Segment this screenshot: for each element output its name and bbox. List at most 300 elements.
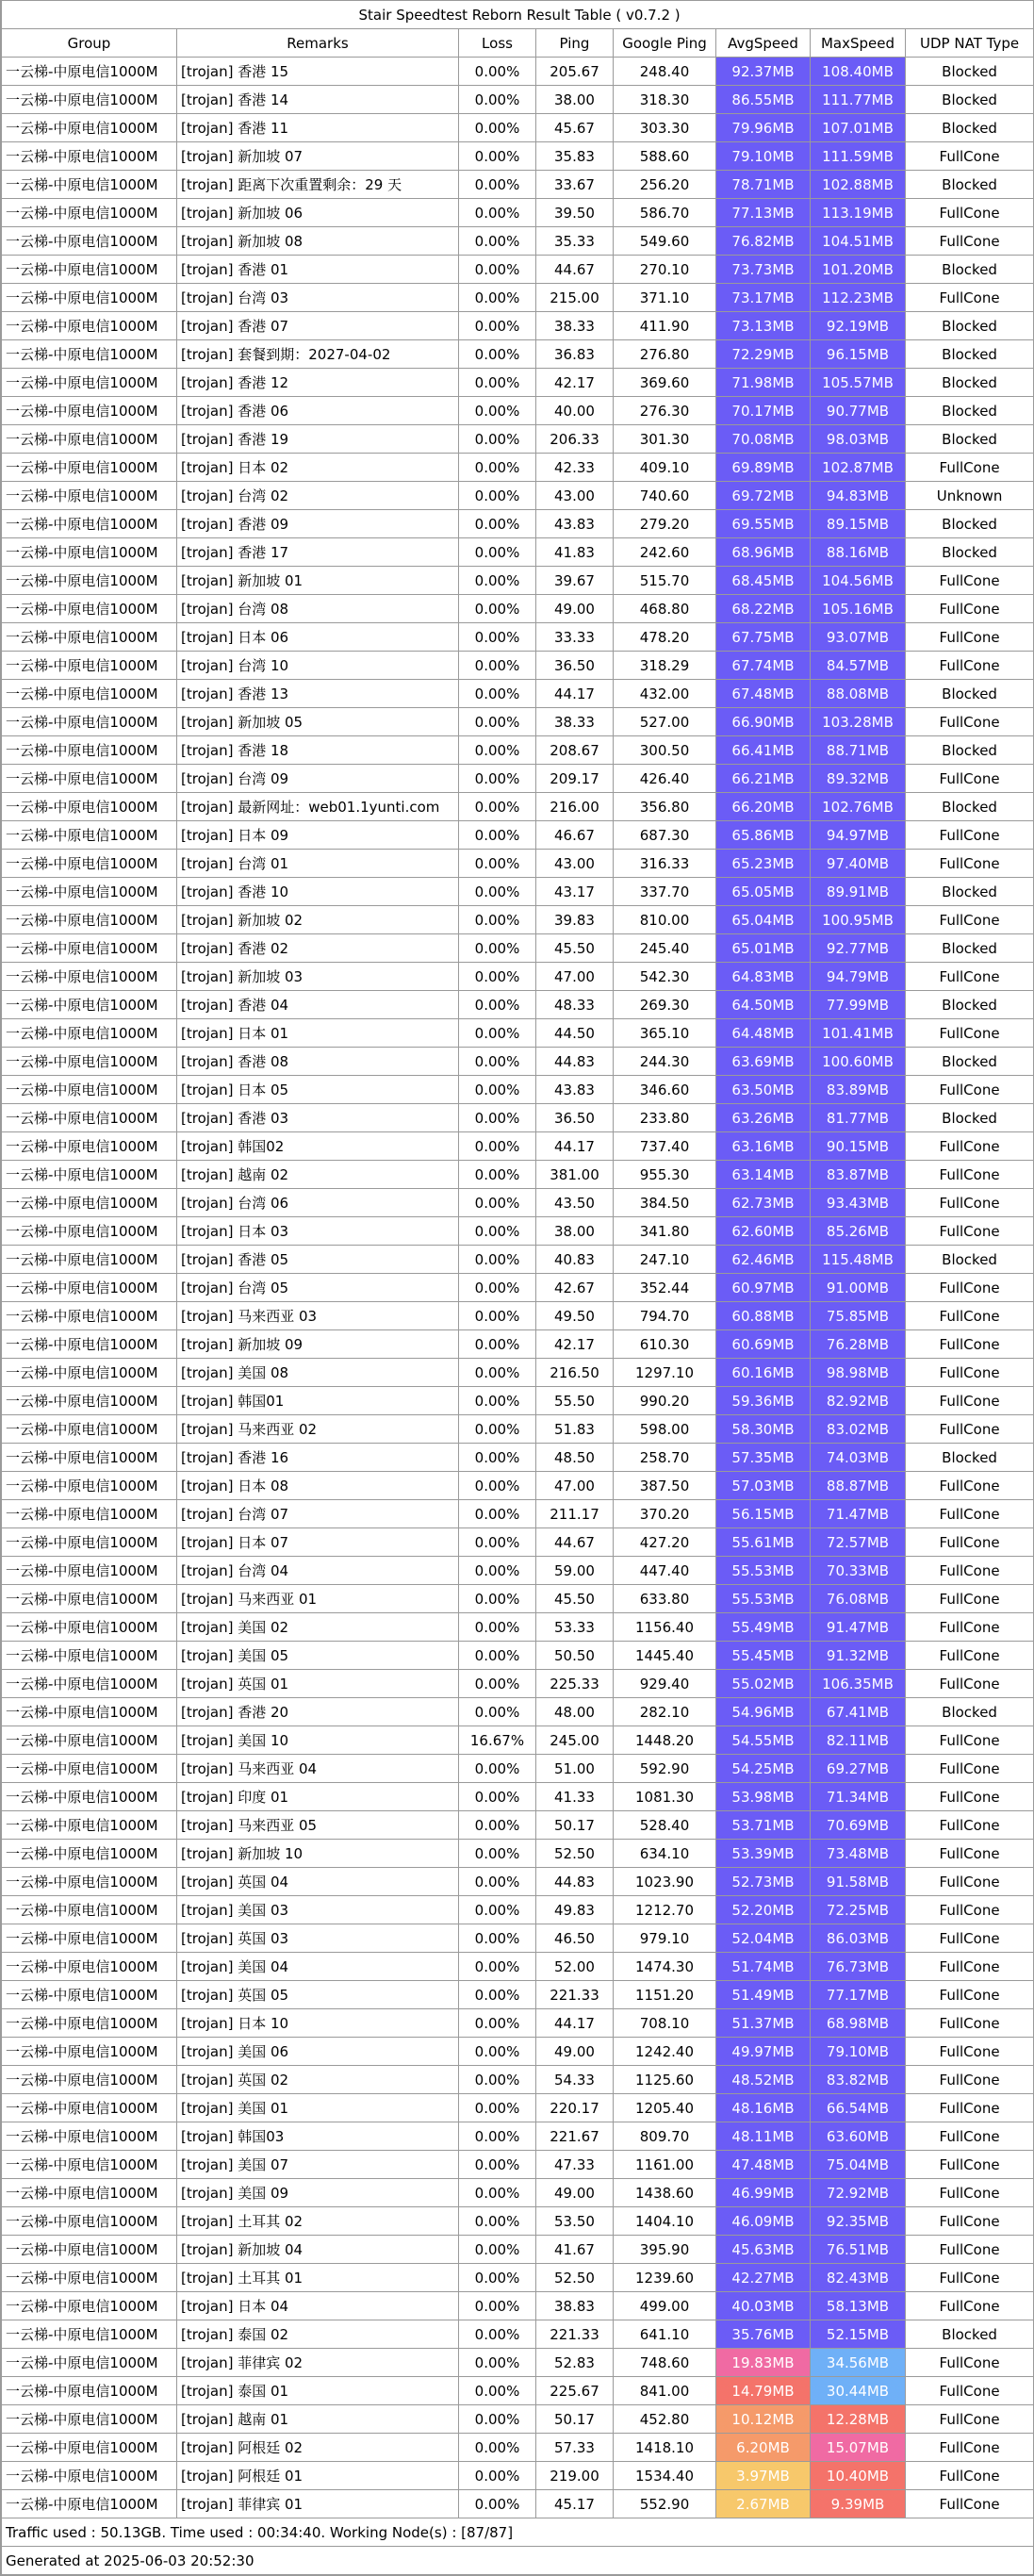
cell-max-speed: 58.13MB <box>811 2292 906 2320</box>
cell-nat-type: FullCone <box>906 1953 1034 1981</box>
cell-google-ping: 1161.00 <box>614 2151 716 2179</box>
cell-nat-type: FullCone <box>906 284 1034 312</box>
cell-ping: 381.00 <box>536 1161 614 1189</box>
cell-avg-speed: 63.69MB <box>716 1048 811 1076</box>
header-loss: Loss <box>459 29 536 58</box>
cell-nat-type: FullCone <box>906 821 1034 850</box>
cell-loss: 0.00% <box>459 1387 536 1415</box>
cell-remarks: [trojan] 台湾 08 <box>177 595 459 623</box>
cell-group: 一云梯-中原电信1000M <box>2 142 177 171</box>
table-row <box>2 397 1034 425</box>
cell-max-speed: 72.57MB <box>811 1528 906 1557</box>
cell-google-ping: 318.29 <box>614 652 716 680</box>
cell-remarks: [trojan] 香港 19 <box>177 425 459 454</box>
cell-remarks: [trojan] 香港 17 <box>177 538 459 567</box>
cell-google-ping: 1445.40 <box>614 1642 716 1670</box>
cell-loss: 0.00% <box>459 850 536 878</box>
cell-nat-type: FullCone <box>906 454 1034 482</box>
cell-google-ping: 452.80 <box>614 2405 716 2434</box>
cell-ping: 38.33 <box>536 312 614 340</box>
cell-nat-type: Unknown <box>906 482 1034 510</box>
cell-google-ping: 794.70 <box>614 1302 716 1330</box>
cell-group: 一云梯-中原电信1000M <box>2 821 177 850</box>
cell-group: 一云梯-中原电信1000M <box>2 1868 177 1896</box>
cell-group: 一云梯-中原电信1000M <box>2 312 177 340</box>
cell-remarks: [trojan] 印度 01 <box>177 1783 459 1811</box>
cell-max-speed: 103.28MB <box>811 708 906 736</box>
cell-max-speed: 83.87MB <box>811 1161 906 1189</box>
cell-loss: 0.00% <box>459 1840 536 1868</box>
cell-ping: 59.00 <box>536 1557 614 1585</box>
cell-remarks: [trojan] 菲律宾 02 <box>177 2349 459 2377</box>
cell-ping: 43.00 <box>536 482 614 510</box>
cell-ping: 209.17 <box>536 765 614 793</box>
cell-ping: 53.50 <box>536 2207 614 2236</box>
cell-group: 一云梯-中原电信1000M <box>2 86 177 114</box>
cell-max-speed: 71.47MB <box>811 1500 906 1528</box>
table-row <box>2 1924 1034 1953</box>
cell-remarks: [trojan] 日本 07 <box>177 1528 459 1557</box>
cell-remarks: [trojan] 英国 04 <box>177 1868 459 1896</box>
table-row <box>2 1642 1034 1670</box>
cell-ping: 39.67 <box>536 567 614 595</box>
cell-ping: 225.33 <box>536 1670 614 1698</box>
cell-group: 一云梯-中原电信1000M <box>2 2264 177 2292</box>
cell-loss: 0.00% <box>459 142 536 171</box>
cell-max-speed: 94.97MB <box>811 821 906 850</box>
cell-nat-type: FullCone <box>906 1132 1034 1161</box>
cell-loss: 0.00% <box>459 1896 536 1924</box>
cell-max-speed: 79.10MB <box>811 2038 906 2066</box>
cell-remarks: [trojan] 最新网址：web01.1yunti.com <box>177 793 459 821</box>
cell-loss: 0.00% <box>459 1104 536 1132</box>
cell-google-ping: 542.30 <box>614 963 716 991</box>
table-row <box>2 1189 1034 1217</box>
cell-group: 一云梯-中原电信1000M <box>2 1132 177 1161</box>
cell-google-ping: 1297.10 <box>614 1359 716 1387</box>
cell-nat-type: Blocked <box>906 2320 1034 2349</box>
cell-google-ping: 1239.60 <box>614 2264 716 2292</box>
cell-ping: 46.67 <box>536 821 614 850</box>
cell-google-ping: 233.80 <box>614 1104 716 1132</box>
cell-avg-speed: 66.41MB <box>716 736 811 765</box>
cell-loss: 16.67% <box>459 1726 536 1755</box>
cell-google-ping: 247.10 <box>614 1246 716 1274</box>
cell-avg-speed: 70.17MB <box>716 397 811 425</box>
cell-max-speed: 111.59MB <box>811 142 906 171</box>
cell-google-ping: 337.70 <box>614 878 716 906</box>
table-row <box>2 2490 1034 2518</box>
cell-max-speed: 113.19MB <box>811 199 906 227</box>
cell-remarks: [trojan] 新加坡 05 <box>177 708 459 736</box>
table-row <box>2 86 1034 114</box>
cell-remarks: [trojan] 新加坡 04 <box>177 2236 459 2264</box>
table-row <box>2 256 1034 284</box>
cell-loss: 0.00% <box>459 2349 536 2377</box>
cell-avg-speed: 54.96MB <box>716 1698 811 1726</box>
cell-group: 一云梯-中原电信1000M <box>2 1274 177 1302</box>
cell-max-speed: 85.26MB <box>811 1217 906 1246</box>
cell-ping: 44.67 <box>536 256 614 284</box>
cell-google-ping: 1404.10 <box>614 2207 716 2236</box>
cell-avg-speed: 40.03MB <box>716 2292 811 2320</box>
table-row <box>2 736 1034 765</box>
cell-avg-speed: 49.97MB <box>716 2038 811 2066</box>
table-row <box>2 227 1034 256</box>
cell-avg-speed: 69.72MB <box>716 482 811 510</box>
cell-group: 一云梯-中原电信1000M <box>2 114 177 142</box>
table-row <box>2 2292 1034 2320</box>
cell-remarks: [trojan] 香港 08 <box>177 1048 459 1076</box>
cell-google-ping: 610.30 <box>614 1330 716 1359</box>
cell-loss: 0.00% <box>459 1557 536 1585</box>
cell-avg-speed: 64.50MB <box>716 991 811 1019</box>
cell-group: 一云梯-中原电信1000M <box>2 2066 177 2094</box>
cell-remarks: [trojan] 美国 08 <box>177 1359 459 1387</box>
cell-max-speed: 67.41MB <box>811 1698 906 1726</box>
cell-nat-type: FullCone <box>906 1613 1034 1642</box>
table-row <box>2 991 1034 1019</box>
table-row <box>2 963 1034 991</box>
cell-remarks: [trojan] 阿根廷 02 <box>177 2434 459 2462</box>
cell-nat-type: FullCone <box>906 2207 1034 2236</box>
cell-avg-speed: 57.35MB <box>716 1444 811 1472</box>
cell-group: 一云梯-中原电信1000M <box>2 227 177 256</box>
cell-ping: 36.83 <box>536 340 614 369</box>
cell-remarks: [trojan] 距离下次重置剩余：29 天 <box>177 171 459 199</box>
cell-avg-speed: 46.99MB <box>716 2179 811 2207</box>
cell-loss: 0.00% <box>459 1528 536 1557</box>
cell-nat-type: FullCone <box>906 850 1034 878</box>
cell-remarks: [trojan] 台湾 09 <box>177 765 459 793</box>
cell-google-ping: 1023.90 <box>614 1868 716 1896</box>
cell-google-ping: 365.10 <box>614 1019 716 1048</box>
cell-nat-type: FullCone <box>906 1274 1034 1302</box>
cell-ping: 35.33 <box>536 227 614 256</box>
cell-max-speed: 106.35MB <box>811 1670 906 1698</box>
cell-google-ping: 809.70 <box>614 2122 716 2151</box>
cell-group: 一云梯-中原电信1000M <box>2 906 177 934</box>
cell-google-ping: 409.10 <box>614 454 716 482</box>
cell-group: 一云梯-中原电信1000M <box>2 1217 177 1246</box>
cell-avg-speed: 53.39MB <box>716 1840 811 1868</box>
cell-google-ping: 841.00 <box>614 2377 716 2405</box>
cell-max-speed: 69.27MB <box>811 1755 906 1783</box>
cell-avg-speed: 65.04MB <box>716 906 811 934</box>
cell-nat-type: Blocked <box>906 425 1034 454</box>
cell-avg-speed: 64.48MB <box>716 1019 811 1048</box>
cell-google-ping: 258.70 <box>614 1444 716 1472</box>
cell-nat-type: FullCone <box>906 1415 1034 1444</box>
cell-remarks: [trojan] 马来西亚 05 <box>177 1811 459 1840</box>
cell-ping: 43.83 <box>536 510 614 538</box>
cell-loss: 0.00% <box>459 1359 536 1387</box>
cell-google-ping: 955.30 <box>614 1161 716 1189</box>
cell-loss: 0.00% <box>459 1330 536 1359</box>
cell-avg-speed: 67.74MB <box>716 652 811 680</box>
cell-nat-type: Blocked <box>906 397 1034 425</box>
cell-nat-type: FullCone <box>906 1642 1034 1670</box>
cell-max-speed: 76.08MB <box>811 1585 906 1613</box>
cell-max-speed: 12.28MB <box>811 2405 906 2434</box>
cell-nat-type: FullCone <box>906 708 1034 736</box>
cell-avg-speed: 62.73MB <box>716 1189 811 1217</box>
cell-loss: 0.00% <box>459 2490 536 2518</box>
table-row <box>2 312 1034 340</box>
cell-google-ping: 748.60 <box>614 2349 716 2377</box>
cell-remarks: [trojan] 日本 02 <box>177 454 459 482</box>
cell-google-ping: 687.30 <box>614 821 716 850</box>
table-row <box>2 1274 1034 1302</box>
cell-remarks: [trojan] 香港 18 <box>177 736 459 765</box>
cell-max-speed: 76.28MB <box>811 1330 906 1359</box>
cell-google-ping: 282.10 <box>614 1698 716 1726</box>
cell-group: 一云梯-中原电信1000M <box>2 1189 177 1217</box>
table-row <box>2 708 1034 736</box>
cell-google-ping: 1474.30 <box>614 1953 716 1981</box>
table-row <box>2 821 1034 850</box>
cell-avg-speed: 54.55MB <box>716 1726 811 1755</box>
cell-avg-speed: 60.69MB <box>716 1330 811 1359</box>
cell-remarks: [trojan] 新加坡 03 <box>177 963 459 991</box>
cell-google-ping: 352.44 <box>614 1274 716 1302</box>
cell-max-speed: 88.71MB <box>811 736 906 765</box>
table-row <box>2 850 1034 878</box>
cell-avg-speed: 63.14MB <box>716 1161 811 1189</box>
cell-group: 一云梯-中原电信1000M <box>2 2434 177 2462</box>
cell-group: 一云梯-中原电信1000M <box>2 2462 177 2490</box>
cell-google-ping: 527.00 <box>614 708 716 736</box>
cell-max-speed: 74.03MB <box>811 1444 906 1472</box>
cell-remarks: [trojan] 马来西亚 03 <box>177 1302 459 1330</box>
cell-nat-type: FullCone <box>906 2122 1034 2151</box>
cell-loss: 0.00% <box>459 1444 536 1472</box>
cell-google-ping: 740.60 <box>614 482 716 510</box>
cell-google-ping: 1212.70 <box>614 1896 716 1924</box>
table-row <box>2 2264 1034 2292</box>
table-row <box>2 1019 1034 1048</box>
cell-loss: 0.00% <box>459 2151 536 2179</box>
cell-google-ping: 387.50 <box>614 1472 716 1500</box>
table-row <box>2 1726 1034 1755</box>
cell-google-ping: 468.80 <box>614 595 716 623</box>
cell-google-ping: 634.10 <box>614 1840 716 1868</box>
cell-loss: 0.00% <box>459 2377 536 2405</box>
cell-max-speed: 89.91MB <box>811 878 906 906</box>
table-row <box>2 2207 1034 2236</box>
cell-loss: 0.00% <box>459 595 536 623</box>
cell-group: 一云梯-中原电信1000M <box>2 2094 177 2122</box>
cell-remarks: [trojan] 香港 02 <box>177 934 459 963</box>
cell-nat-type: FullCone <box>906 1557 1034 1585</box>
cell-group: 一云梯-中原电信1000M <box>2 199 177 227</box>
cell-max-speed: 91.32MB <box>811 1642 906 1670</box>
cell-google-ping: 276.80 <box>614 340 716 369</box>
cell-loss: 0.00% <box>459 256 536 284</box>
cell-google-ping: 256.20 <box>614 171 716 199</box>
cell-remarks: [trojan] 菲律宾 01 <box>177 2490 459 2518</box>
cell-avg-speed: 53.98MB <box>716 1783 811 1811</box>
cell-google-ping: 370.20 <box>614 1500 716 1528</box>
cell-remarks: [trojan] 台湾 04 <box>177 1557 459 1585</box>
cell-remarks: [trojan] 香港 11 <box>177 114 459 142</box>
cell-max-speed: 70.69MB <box>811 1811 906 1840</box>
cell-group: 一云梯-中原电信1000M <box>2 708 177 736</box>
cell-nat-type: FullCone <box>906 595 1034 623</box>
cell-nat-type: FullCone <box>906 1217 1034 1246</box>
cell-remarks: [trojan] 台湾 02 <box>177 482 459 510</box>
table-row <box>2 2434 1034 2462</box>
cell-loss: 0.00% <box>459 1698 536 1726</box>
cell-ping: 221.33 <box>536 2320 614 2349</box>
cell-remarks: [trojan] 台湾 05 <box>177 1274 459 1302</box>
cell-group: 一云梯-中原电信1000M <box>2 2009 177 2038</box>
cell-ping: 49.50 <box>536 1302 614 1330</box>
header-ping: Ping <box>536 29 614 58</box>
cell-remarks: [trojan] 台湾 10 <box>177 652 459 680</box>
cell-google-ping: 1205.40 <box>614 2094 716 2122</box>
cell-avg-speed: 68.45MB <box>716 567 811 595</box>
cell-avg-speed: 68.22MB <box>716 595 811 623</box>
cell-max-speed: 102.88MB <box>811 171 906 199</box>
cell-avg-speed: 55.53MB <box>716 1585 811 1613</box>
cell-group: 一云梯-中原电信1000M <box>2 2122 177 2151</box>
cell-max-speed: 77.99MB <box>811 991 906 1019</box>
cell-avg-speed: 62.46MB <box>716 1246 811 1274</box>
cell-loss: 0.00% <box>459 171 536 199</box>
cell-remarks: [trojan] 香港 14 <box>177 86 459 114</box>
cell-avg-speed: 73.13MB <box>716 312 811 340</box>
cell-nat-type: FullCone <box>906 1019 1034 1048</box>
cell-ping: 38.83 <box>536 2292 614 2320</box>
cell-group: 一云梯-中原电信1000M <box>2 369 177 397</box>
cell-avg-speed: 65.01MB <box>716 934 811 963</box>
cell-max-speed: 112.23MB <box>811 284 906 312</box>
cell-group: 一云梯-中原电信1000M <box>2 1387 177 1415</box>
cell-ping: 33.33 <box>536 623 614 652</box>
cell-loss: 0.00% <box>459 284 536 312</box>
cell-avg-speed: 10.12MB <box>716 2405 811 2434</box>
cell-loss: 0.00% <box>459 623 536 652</box>
cell-max-speed: 115.48MB <box>811 1246 906 1274</box>
cell-remarks: [trojan] 韩国01 <box>177 1387 459 1415</box>
header-group: Group <box>2 29 177 58</box>
cell-google-ping: 303.30 <box>614 114 716 142</box>
cell-loss: 0.00% <box>459 1415 536 1444</box>
cell-group: 一云梯-中原电信1000M <box>2 1924 177 1953</box>
cell-nat-type: Blocked <box>906 1444 1034 1472</box>
header-remarks: Remarks <box>177 29 459 58</box>
cell-loss: 0.00% <box>459 1811 536 1840</box>
cell-avg-speed: 52.20MB <box>716 1896 811 1924</box>
cell-group: 一云梯-中原电信1000M <box>2 991 177 1019</box>
table-row <box>2 538 1034 567</box>
table-row <box>2 1698 1034 1726</box>
cell-google-ping: 1418.10 <box>614 2434 716 2462</box>
cell-group: 一云梯-中原电信1000M <box>2 482 177 510</box>
cell-remarks: [trojan] 英国 05 <box>177 1981 459 2009</box>
cell-avg-speed: 66.20MB <box>716 793 811 821</box>
table-row <box>2 2009 1034 2038</box>
cell-ping: 52.00 <box>536 1953 614 1981</box>
cell-loss: 0.00% <box>459 2236 536 2264</box>
cell-loss: 0.00% <box>459 1585 536 1613</box>
cell-group: 一云梯-中原电信1000M <box>2 1415 177 1444</box>
cell-group: 一云梯-中原电信1000M <box>2 58 177 86</box>
cell-ping: 49.83 <box>536 1896 614 1924</box>
cell-group: 一云梯-中原电信1000M <box>2 850 177 878</box>
cell-ping: 52.50 <box>536 2264 614 2292</box>
cell-nat-type: Blocked <box>906 171 1034 199</box>
cell-loss: 0.00% <box>459 2434 536 2462</box>
cell-nat-type: FullCone <box>906 963 1034 991</box>
cell-ping: 215.00 <box>536 284 614 312</box>
cell-ping: 47.00 <box>536 963 614 991</box>
cell-max-speed: 9.39MB <box>811 2490 906 2518</box>
cell-ping: 50.17 <box>536 1811 614 1840</box>
cell-max-speed: 100.95MB <box>811 906 906 934</box>
cell-max-speed: 111.77MB <box>811 86 906 114</box>
cell-max-speed: 105.57MB <box>811 369 906 397</box>
cell-ping: 51.83 <box>536 1415 614 1444</box>
cell-loss: 0.00% <box>459 2094 536 2122</box>
cell-max-speed: 82.92MB <box>811 1387 906 1415</box>
cell-avg-speed: 73.17MB <box>716 284 811 312</box>
cell-nat-type: FullCone <box>906 1811 1034 1840</box>
cell-ping: 211.17 <box>536 1500 614 1528</box>
cell-nat-type: Blocked <box>906 510 1034 538</box>
cell-remarks: [trojan] 美国 09 <box>177 2179 459 2207</box>
cell-group: 一云梯-中原电信1000M <box>2 1698 177 1726</box>
cell-group: 一云梯-中原电信1000M <box>2 1557 177 1585</box>
cell-loss: 0.00% <box>459 1500 536 1528</box>
header-max-speed: MaxSpeed <box>811 29 906 58</box>
cell-avg-speed: 66.90MB <box>716 708 811 736</box>
cell-loss: 0.00% <box>459 567 536 595</box>
cell-nat-type: FullCone <box>906 2377 1034 2405</box>
table-row <box>2 1953 1034 1981</box>
cell-loss: 0.00% <box>459 227 536 256</box>
cell-loss: 0.00% <box>459 1189 536 1217</box>
cell-remarks: [trojan] 香港 12 <box>177 369 459 397</box>
cell-google-ping: 318.30 <box>614 86 716 114</box>
cell-google-ping: 369.60 <box>614 369 716 397</box>
cell-remarks: [trojan] 阿根廷 01 <box>177 2462 459 2490</box>
cell-avg-speed: 92.37MB <box>716 58 811 86</box>
cell-group: 一云梯-中原电信1000M <box>2 2377 177 2405</box>
cell-ping: 53.33 <box>536 1613 614 1642</box>
cell-remarks: [trojan] 新加坡 02 <box>177 906 459 934</box>
cell-remarks: [trojan] 越南 01 <box>177 2405 459 2434</box>
cell-group: 一云梯-中原电信1000M <box>2 2038 177 2066</box>
cell-ping: 225.67 <box>536 2377 614 2405</box>
cell-group: 一云梯-中原电信1000M <box>2 2179 177 2207</box>
cell-ping: 39.83 <box>536 906 614 934</box>
cell-loss: 0.00% <box>459 2320 536 2349</box>
cell-google-ping: 549.60 <box>614 227 716 256</box>
table-title: Stair Speedtest Reborn Result Table ( v0.7.2 ) <box>2 1 1034 29</box>
cell-ping: 45.17 <box>536 2490 614 2518</box>
cell-avg-speed: 35.76MB <box>716 2320 811 2349</box>
cell-nat-type: Blocked <box>906 878 1034 906</box>
cell-remarks: [trojan] 台湾 03 <box>177 284 459 312</box>
cell-google-ping: 708.10 <box>614 2009 716 2038</box>
cell-loss: 0.00% <box>459 199 536 227</box>
cell-max-speed: 94.79MB <box>811 963 906 991</box>
cell-remarks: [trojan] 新加坡 09 <box>177 1330 459 1359</box>
result-table <box>1 0 1034 2575</box>
table-row <box>2 1896 1034 1924</box>
